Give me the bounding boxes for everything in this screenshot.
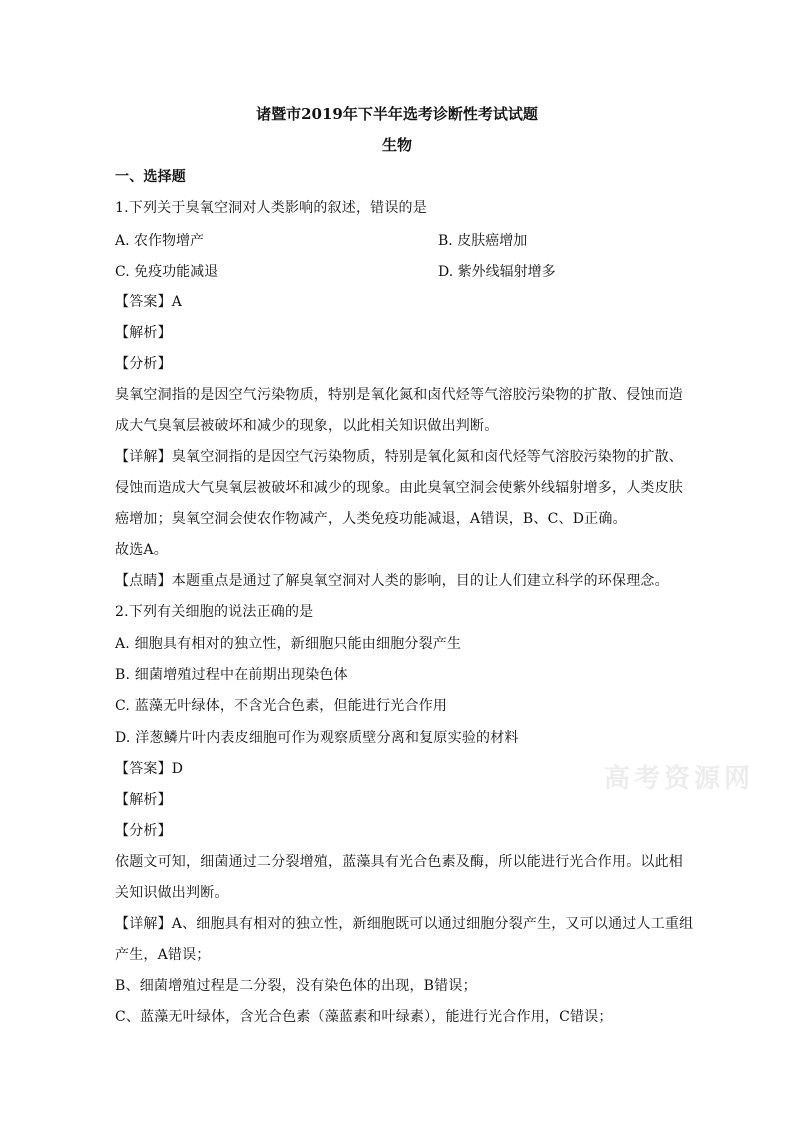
q2-option-a: A. 细胞具有相对的独立性，新细胞只能由细胞分裂产生 <box>115 636 462 652</box>
q1-conclusion: 故选A。 <box>115 542 168 558</box>
q1-fenxi-line: 臭氧空洞指的是因空气污染物质，特别是氧化氮和卤代烃等气溶胶污染物的扩散、侵蚀而造 <box>115 387 683 403</box>
q2-fenxi-line: 依题文可知，细菌通过二分裂增殖，蓝藻具有光合色素及酶，所以能进行光合作用。以此相 <box>115 854 683 870</box>
q2-analysis-heading: 【解析】 <box>115 792 172 808</box>
q1-answer: 【答案】A <box>115 294 183 310</box>
subject-title: 生物 <box>381 136 412 154</box>
q2-detail-line: B、细菌增殖过程是二分裂，没有染色体的出现，B错误； <box>115 978 477 994</box>
q1-comment: 【点睛】本题重点是通过了解臭氧空洞对人类的影响，目的让人们建立科学的环保理念。 <box>115 573 669 589</box>
q2-answer: 【答案】D <box>115 761 184 777</box>
q1-option-c: C. 免疫功能减退 <box>115 264 219 280</box>
q1-detail-line: 【详解】臭氧空洞指的是因空气污染物质，特别是氧化氮和卤代烃等气溶胶污染物的扩散、 <box>115 449 683 465</box>
section-title: 一、选择题 <box>115 169 186 185</box>
q2-option-c: C. 蓝藻无叶绿体，不含光合色素，但能进行光合作用 <box>115 698 448 714</box>
watermark: 高考资源网 <box>604 764 755 794</box>
q1-detail-line: 侵蚀而造成大气臭氧层被破坏和减少的现象。由此臭氧空洞会使紫外线辐射增多，人类皮肤 <box>115 480 683 496</box>
q1-option-d: D. 紫外线辐射增多 <box>438 264 556 280</box>
q2-stem: 2.下列有关细胞的说法正确的是 <box>115 604 314 620</box>
q1-analysis-heading: 【解析】 <box>115 325 172 341</box>
q1-stem: 1.下列关于臭氧空洞对人类影响的叙述，错误的是 <box>115 200 427 216</box>
q1-fenxi-line: 成大气臭氧层被破坏和减少的现象，以此相关知识做出判断。 <box>115 418 499 434</box>
q2-detail-line: 产生，A错误； <box>115 947 211 963</box>
q2-detail-line: C、蓝藻无叶绿体，含光合色素（藻蓝素和叶绿素），能进行光合作用，C错误； <box>115 1009 613 1025</box>
q1-fenxi-heading: 【分析】 <box>115 356 172 372</box>
q1-detail-line: 癌增加；臭氧空洞会使农作物减产，人类免疫功能减退，A错误，B、C、D正确。 <box>115 511 627 527</box>
q2-option-d: D. 洋葱鳞片叶内表皮细胞可作为观察质壁分离和复原实验的材料 <box>115 730 519 746</box>
exam-title: 诸暨市2019年下半年选考诊断性考试试题 <box>256 105 538 123</box>
q2-fenxi-line: 关知识做出判断。 <box>115 885 229 901</box>
q2-detail-line: 【详解】A、细胞具有相对的独立性，新细胞既可以通过细胞分裂产生，又可以通过人工重组 <box>115 916 694 932</box>
q2-option-b: B. 细菌增殖过程中在前期出现染色体 <box>115 667 348 683</box>
q1-option-a: A. 农作物增产 <box>115 233 205 249</box>
q2-fenxi-heading: 【分析】 <box>115 823 172 839</box>
q1-option-b: B. 皮肤癌增加 <box>438 233 528 249</box>
